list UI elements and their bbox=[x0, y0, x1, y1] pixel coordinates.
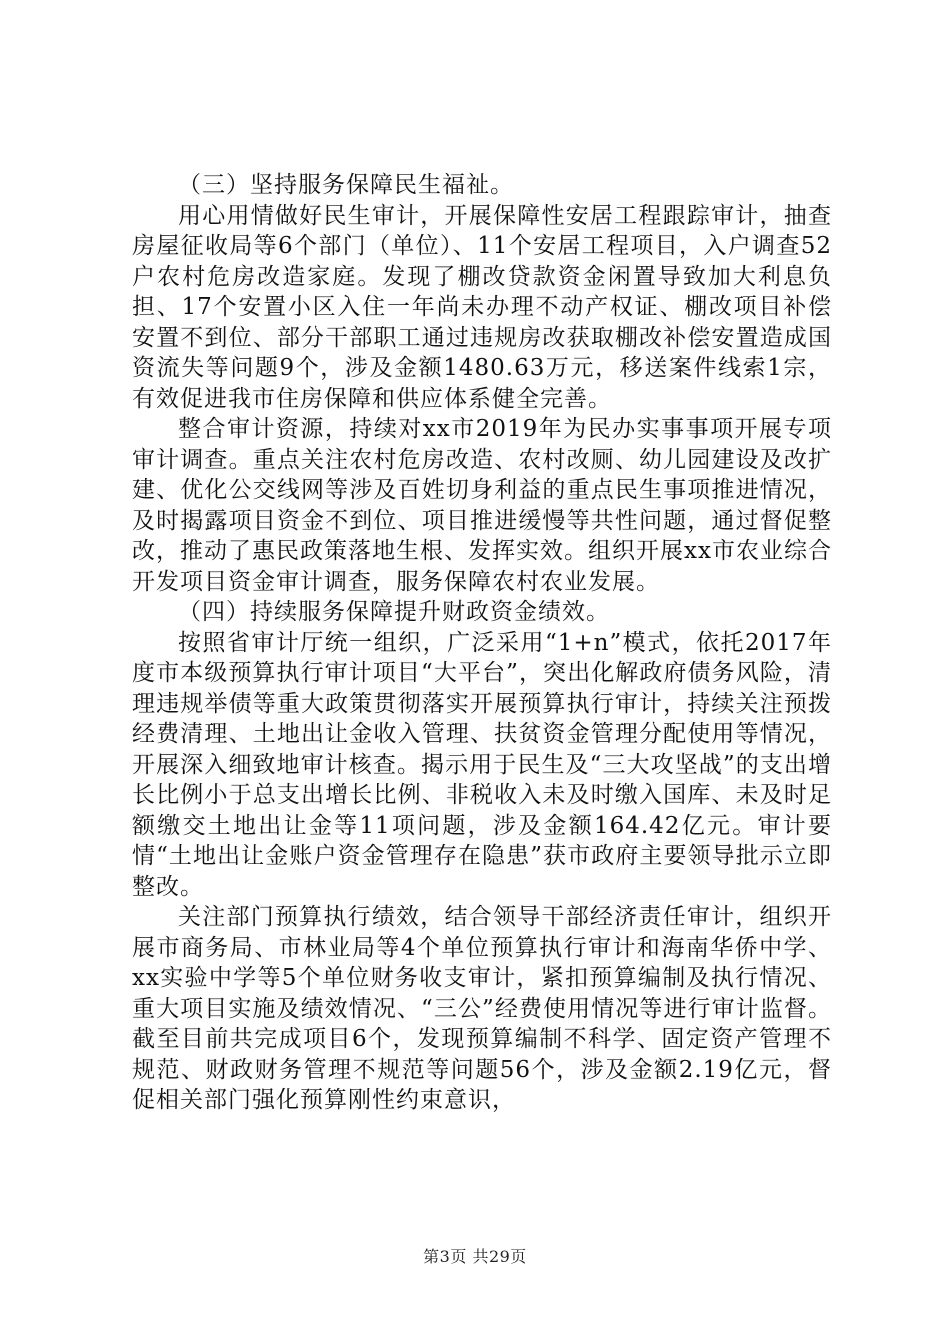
section-heading-3: （三）坚持服务保障民生福祉。 bbox=[178, 172, 514, 198]
page-footer: 第3页 共29页 bbox=[423, 1247, 527, 1266]
section-heading-4: （四）持续服务保障提升财政资金绩效。 bbox=[178, 599, 610, 625]
paragraph: 关注部门预算执行绩效，结合领导干部经济责任审计，组织开展市商务局、市林业局等4个单位预算执行审计和海南华侨中学、xx实验中学等5个单位财务收支审计，紧扣预算编制及执行情况、重大项目实施及绩效情况、“三公”经费使用情况等进行审计监督。截至目前共完成项目6个，发现预算编制不科学、固定资产管理不规范、财政财务管理不规范等问题56个，涉及金额2.19亿元，督促相关部门强化预算刚性约束意识， bbox=[132, 904, 832, 1113]
paragraph: 用心用情做好民生审计，开展保障性安居工程跟踪审计，抽查房屋征收局等6个部门（单位）、11个安居工程项目，入户调查52户农村危房改造家庭。发现了棚改贷款资金闲置导致加大利息负担、17个安置小区入住一年尚未办理不动产权证、棚改项目补偿安置不到位、部分干部职工通过违规房改获取棚改补偿安置造成国资流失等问题9个，涉及金额1480.63万元，移送案件线索1宗，有效促进我市住房保障和供应体系健全完善。 bbox=[132, 202, 832, 412]
document-body bbox=[132, 170, 832, 1116]
paragraph: 按照省审计厅统一组织，广泛采用“1+n”模式，依托2017年度市本级预算执行审计项目“大平台”，突出化解政府债务风险，清理违规举债等重大政策贯彻落实开展预算执行审计，持续关注预拨经费清理、土地出让金收入管理、扶贫资金管理分配使用等情况，开展深入细致地审计核查。揭示用于民生及“三大攻坚战”的支出增长比例小于总支出增长比例、非税收入未及时缴入国库、未及时足额缴交土地出让金等11项问题，涉及金额164.42亿元。审计要情“土地出让金账户资金管理存在隐患”获市政府主要领导批示立即整改。 bbox=[132, 629, 832, 900]
paragraph: 整合审计资源，持续对xx市2019年为民办实事事项开展专项审计调查。重点关注农村危房改造、农村改厕、幼儿园建设及改扩建、优化公交线网等涉及百姓切身利益的重点民生事项推进情况，及时揭露项目资金不到位、项目推进缓慢等共性问题，通过督促整改，推动了惠民政策落地生根、发挥实效。组织开展xx市农业综合开发项目资金审计调查，服务保障农村农业发展。 bbox=[132, 416, 832, 595]
